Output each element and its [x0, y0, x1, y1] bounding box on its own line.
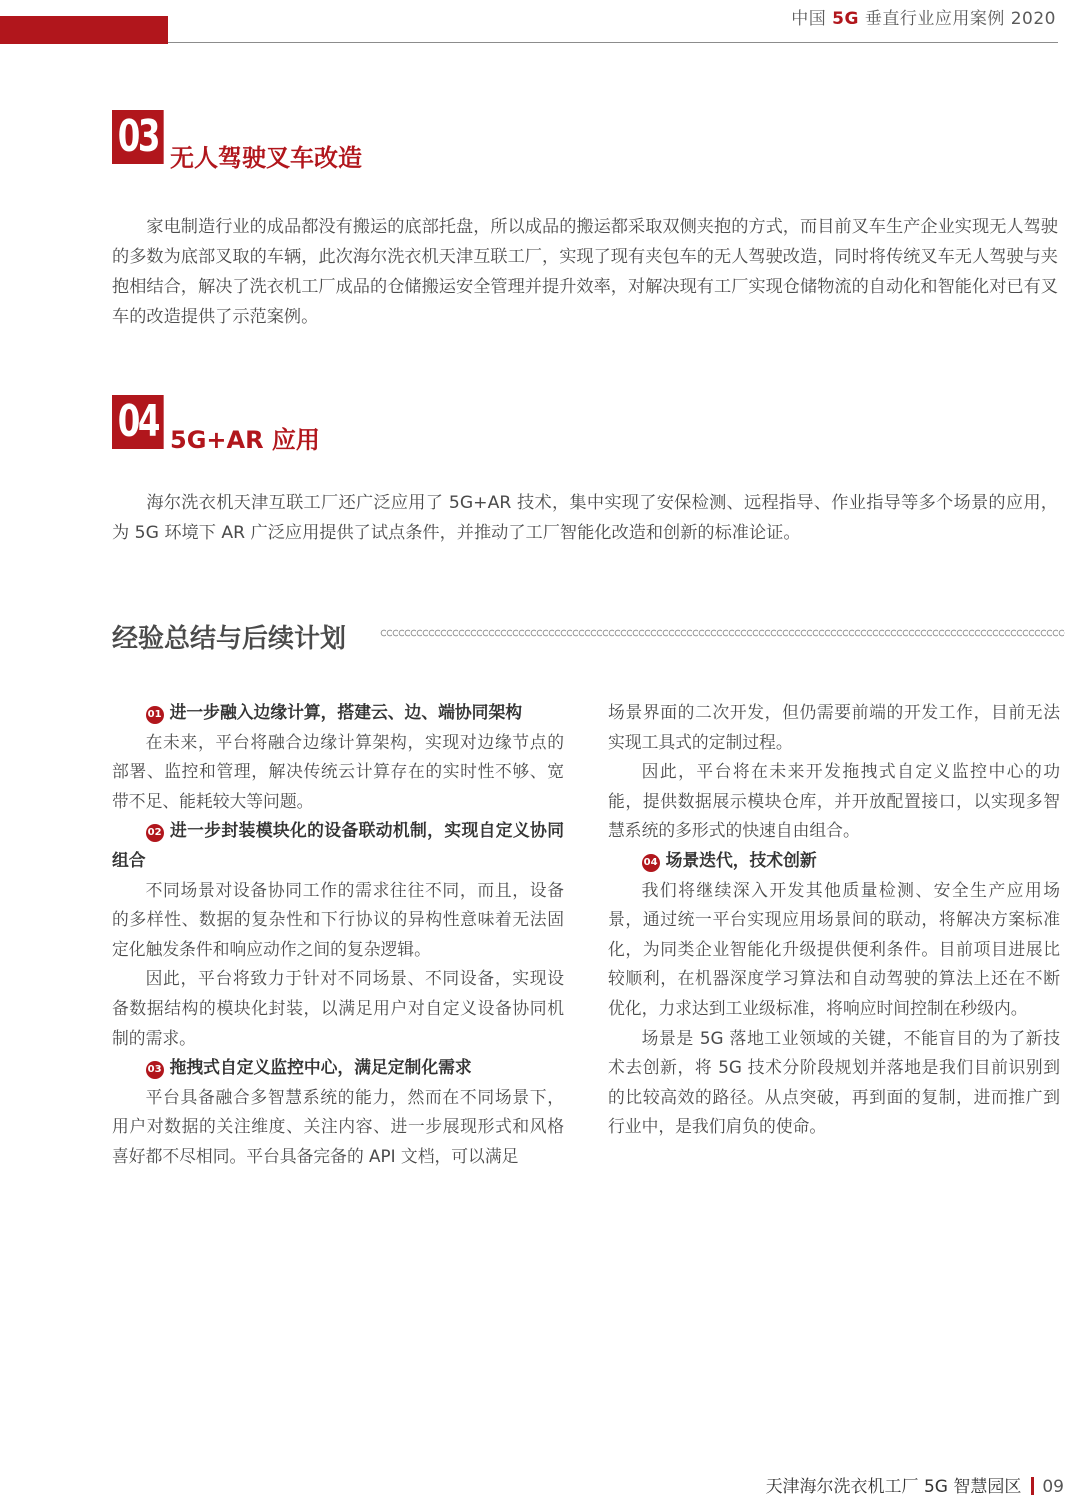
page-footer — [766, 1472, 1064, 1497]
plan-heading-03 — [112, 1053, 564, 1083]
plan-paragraph: 因此，平台将在未来开发拖拽式自定义监控中心的功能，提供数据展示模块仓库，并开放配置接口，以实现多智慧系统的多形式的快速自由组合。 — [608, 761, 1060, 841]
footer-separator — [1031, 1477, 1034, 1495]
summary-right-column — [608, 698, 1060, 1142]
plan-heading-text: 拖拽式自定义监控中心，满足定制化需求 — [169, 1057, 472, 1078]
plan-heading-text: 进一步融入边缘计算，搭建云、边、端协同架构 — [169, 702, 523, 722]
plan-heading-text: 场景迭代，技术创新 — [665, 849, 817, 870]
plan-paragraph: 因此，平台将致力于针对不同场景、不同设备，实现设备数据结构的模块化封装，以满足用户对自定义设备协同机制的需求。 — [112, 968, 564, 1048]
section-04-number-block — [112, 395, 164, 449]
number-badge: 01 — [146, 706, 164, 724]
number-badge: 03 — [146, 1061, 164, 1079]
plan-heading-text: 进一步封装模块化的设备联动机制，实现自定义协同组合 — [112, 820, 564, 870]
summary-title: 经验总结与后续计划 — [112, 624, 347, 654]
header-rule — [168, 42, 1058, 43]
running-header — [791, 4, 1056, 29]
plan-paragraph-continued: 场景界面的二次开发，但仍需要前端的开发工作，目前无法实现工具式的定制过程。 — [608, 702, 1060, 752]
plan-paragraph: 场景是 5G 落地工业领域的关键，不能盲目的为了新技术去创新，将 5G 技术分阶段规划并落地是我们目前识别到的比较高效的路径。从点突破，再到面的复制，进而推广到行业中，是我们肩负的使命。 — [608, 1027, 1060, 1137]
section-03-number-block — [112, 110, 164, 164]
section-03-paragraph: 家电制造行业的成品都没有搬运的底部托盘，所以成品的搬运都采取双侧夹抱的方式，而目前叉车生产企业实现无人驾驶的多数为底部叉取的车辆，此次海尔洗衣机天津互联工厂，实现了现有夹包车的无人驾驶改造，同时将传统叉车无人驾驶与夹抱相结合，解决了洗衣机工厂成品的仓储搬运安全管理并提升效率，对解决现有工厂实现仓储物流的自动化和智能化对已有叉车的改造提供了示范案例。 — [112, 217, 1058, 327]
section-number: 04 — [112, 395, 164, 449]
page-number: 09 — [1042, 1477, 1064, 1497]
plan-heading-02 — [112, 816, 564, 875]
section-04-paragraph: 海尔洗衣机天津互联工厂还广泛应用了 5G+AR 技术，集中实现了安保检测、远程指导、作业指导等多个场景的应用，为 5G 环境下 AR 广泛应用提供了试点条件，并推动了工厂智能化改造和创新的标准论证。 — [112, 493, 1058, 543]
decorative-wavy-divider — [380, 628, 1065, 638]
summary-left-column — [112, 698, 564, 1172]
section-04-title: 5G+AR 应用 — [170, 426, 320, 454]
header-red-bar — [0, 16, 168, 44]
number-badge: 02 — [146, 824, 164, 842]
plan-paragraph: 平台具备融合多智慧系统的能力，然而在不同场景下，用户对数据的关注维度、关注内容、进一步展现形式和风格喜好都不尽相同。平台具备完备的 API 文档，可以满足 — [112, 1086, 564, 1166]
header-prefix: 中国 — [791, 9, 827, 29]
plan-paragraph: 我们将继续深入开发其他质量检测、安全生产应用场景，通过统一平台实现应用场景间的联动，将解决方案标准化，为同类企业智能化升级提供便利条件。目前项目进展比较顺利，在机器深度学习算法和自动驾驶的算法上还在不断优化，力求达到工业级标准，将响应时间控制在秒级内。 — [608, 879, 1060, 1018]
plan-paragraph: 在未来，平台将融合边缘计算架构，实现对边缘节点的部署、监控和管理，解决传统云计算存在的实时性不够、宽带不足、能耗较大等问题。 — [112, 731, 564, 811]
number-badge: 04 — [642, 854, 660, 872]
plan-heading-04 — [608, 846, 1060, 876]
footer-text: 天津海尔洗衣机工厂 5G 智慧园区 — [765, 1477, 1022, 1497]
plan-paragraph: 不同场景对设备协同工作的需求往往不同，而且，设备的多样性、数据的复杂性和下行协议的异构性意味着无法固定化触发条件和响应动作之间的复杂逻辑。 — [112, 879, 564, 959]
plan-heading-01 — [112, 698, 564, 728]
header-accent: 5G — [832, 9, 859, 29]
section-number: 03 — [112, 110, 164, 164]
section-03-title: 无人驾驶叉车改造 — [170, 144, 362, 172]
header-suffix: 垂直行业应用案例 2020 — [864, 9, 1056, 29]
